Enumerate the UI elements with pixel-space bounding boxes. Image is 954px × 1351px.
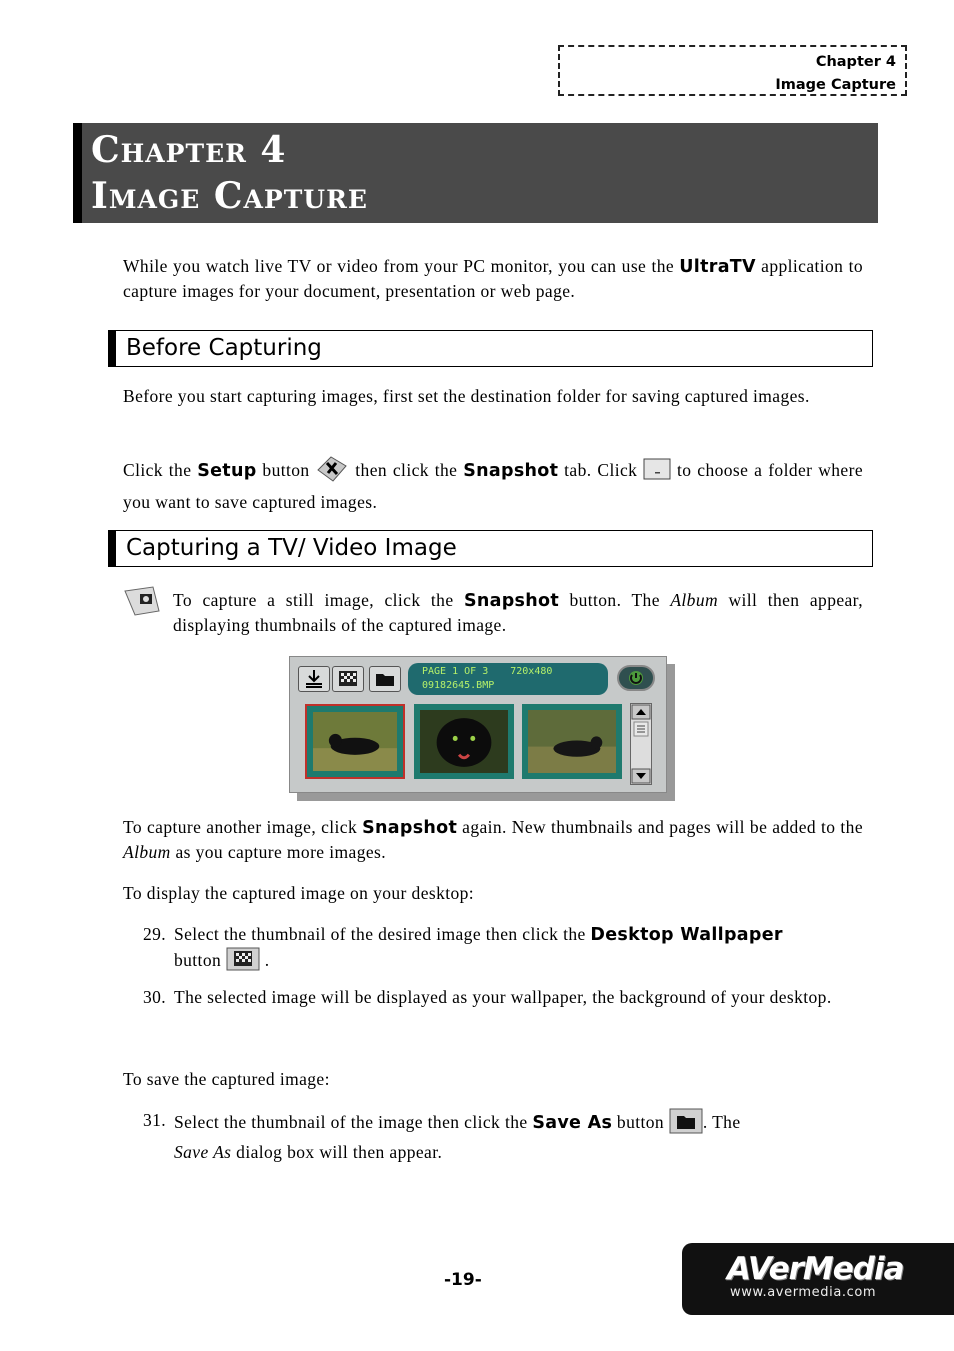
save-intro-text: To save the captured image:: [123, 1069, 330, 1089]
item30-text: The selected image will be displayed as your wallpaper, the background of your desktop.: [174, 987, 832, 1007]
list-item-30: [143, 985, 863, 1009]
logo-url: www.avermedia.com: [730, 1285, 877, 1300]
item31-text-3: . The: [702, 1112, 741, 1133]
setup-text: Click the: [123, 460, 198, 481]
before-paragraph: [123, 384, 863, 408]
list-number: 29.: [143, 924, 167, 944]
section-title-2: Capturing a TV/ Video Image: [126, 535, 457, 561]
save-as-button-icon[interactable]: [669, 1108, 703, 1140]
album-label: Album: [670, 590, 719, 610]
page-number: -19-: [444, 1270, 482, 1290]
album-thumbnail[interactable]: [305, 704, 405, 779]
save-as-italic: Save As: [174, 1142, 232, 1162]
album-resolution: 720x480: [510, 666, 553, 677]
list-item-29: [143, 922, 863, 977]
album-save-button[interactable]: [369, 666, 401, 692]
album-label-2: Album: [123, 842, 171, 862]
list-number: 31.: [143, 1110, 167, 1130]
section-title: Before Capturing: [126, 335, 322, 361]
desktop-wallpaper-label: Desktop Wallpaper: [590, 925, 783, 945]
desktop-wallpaper-button-icon[interactable]: [226, 947, 260, 977]
list-number: 30.: [143, 987, 167, 1007]
another-text-2: again. New thumbnails and pages will be added to the: [457, 817, 863, 837]
item31-text: Select the thumbnail of the image then click the: [174, 1112, 533, 1133]
list-item-31: [143, 1108, 863, 1164]
avermedia-logo: [682, 1243, 954, 1315]
running-header: [558, 45, 907, 96]
another-text-3: as you capture more images.: [170, 842, 386, 862]
app-name: UltraTV: [679, 257, 756, 277]
chapter-banner: [73, 123, 878, 223]
album-info-display: [408, 663, 608, 695]
save-intro: [123, 1067, 863, 1091]
intro-text-end: application to capture images for your document, presentation or web page.: [123, 256, 863, 301]
item29-text-3: .: [264, 950, 270, 971]
setup-button-icon[interactable]: [315, 454, 349, 490]
another-text: To capture another image, click: [123, 817, 363, 837]
item29-text-2: button: [174, 950, 226, 971]
setup-paragraph: [123, 454, 863, 514]
display-intro-text: To display the captured image on your desktop:: [123, 883, 475, 903]
snapshot-label: Snapshot: [463, 591, 559, 611]
before-text: Before you start capturing images, first set the destination folder for saving captured images.: [123, 386, 810, 406]
album-power-button[interactable]: [617, 665, 655, 691]
setup-text-2: button: [256, 460, 316, 481]
album-thumbnail[interactable]: [414, 704, 514, 779]
album-scrollbar[interactable]: [630, 703, 652, 785]
snapshot-button-icon[interactable]: [123, 585, 161, 622]
item31-text-2: button: [612, 1112, 669, 1133]
album-download-button[interactable]: [298, 666, 330, 692]
chapter-title: Image Capture: [91, 175, 368, 217]
intro-text: While you watch live TV or video from your PC monitor, you can use the: [123, 256, 680, 276]
album-thumbnail[interactable]: [522, 704, 622, 779]
setup-text-5: to choose a folder where you want to save captured images.: [123, 460, 863, 512]
header-chapter: Chapter 4: [815, 54, 896, 70]
album-wallpaper-button[interactable]: [332, 666, 364, 692]
logo-text: AVerMedia: [727, 1251, 904, 1287]
album-window: [289, 656, 667, 793]
setup-text-4: tab. Click: [558, 460, 644, 481]
display-intro: [123, 881, 863, 905]
snapshot-text-3: will then appear, displaying thumbnails of the captured image.: [173, 590, 863, 635]
setup-label: Setup: [197, 461, 257, 482]
snapshot-tab-label: Snapshot: [463, 461, 559, 482]
header-title: Image Capture: [775, 77, 896, 93]
another-image-paragraph: [123, 815, 863, 864]
snapshot-label-2: Snapshot: [362, 818, 458, 838]
save-as-label: Save As: [532, 1113, 613, 1134]
album-page-label: PAGE 1 OF 3: [422, 666, 489, 677]
chapter-number: Chapter 4: [91, 129, 287, 171]
item31-text-4: dialog box will then appear.: [231, 1142, 443, 1162]
section-capturing-image: [108, 530, 873, 567]
snapshot-text-2: button. The: [559, 590, 671, 610]
section-before-capturing: [108, 330, 873, 367]
setup-text-3: then click the: [349, 460, 464, 481]
album-filename: 09182645.BMP: [422, 680, 495, 691]
browse-folder-icon[interactable]: [643, 458, 671, 486]
snapshot-paragraph: [173, 588, 863, 637]
intro-paragraph: [123, 254, 863, 303]
snapshot-text: To capture a still image, click the: [173, 590, 464, 610]
item29-text: Select the thumbnail of the desired image then click the: [174, 924, 591, 944]
